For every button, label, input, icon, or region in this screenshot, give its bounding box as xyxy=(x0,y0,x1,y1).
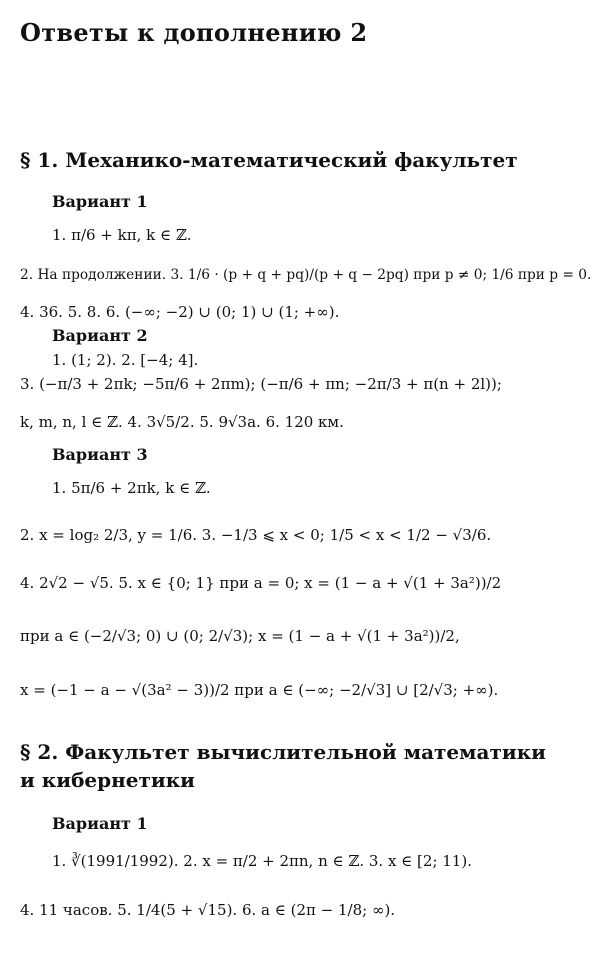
answer-line: 4. 2√2 − √5. 5. x ∈ {0; 1} при a = 0; x = (1 − a + √(1 + 3a²))/2 xyxy=(20,574,502,592)
answer-line: 4. 36. 5. 8. 6. (−∞; −2) ∪ (0; 1) ∪ (1; +∞). xyxy=(20,303,340,321)
variant-label: Вариант 1 xyxy=(52,814,148,833)
answer-line: 1. ∛(1991/1992). 2. x = π/2 + 2πn, n ∈ ℤ. 3. x ∈ [2; 11). xyxy=(52,852,472,870)
section-1-title: § 1. Механико-математический факультет xyxy=(20,148,518,172)
answer-line: 2. x = log₂ 2/3, y = 1/6. 3. −1/3 ⩽ x < 0; 1/5 < x < 1/2 − √3/6. xyxy=(20,526,492,544)
chapter-title: Ответы к дополнению 2 xyxy=(20,18,368,47)
answer-line: k, m, n, l ∈ ℤ. 4. 3√5/2. 5. 9√3a. 6. 120 км. xyxy=(20,413,344,431)
section-2-title-line2: и кибернетики xyxy=(20,768,195,792)
variant-label: Вариант 2 xyxy=(52,326,148,345)
answer-line: 1. 5π/6 + 2πk, k ∈ ℤ. xyxy=(52,479,211,497)
answer-line: 1. π/6 + kπ, k ∈ ℤ. xyxy=(52,226,192,244)
answer-line: 1. (1; 2). 2. [−4; 4]. xyxy=(52,351,199,369)
answer-line: 2. На продолжении. 3. 1/6 · (p + q + pq)/(p + q − 2pq) при p ≠ 0; 1/6 при p = 0. xyxy=(20,267,592,283)
answer-line: x = (−1 − a − √(3a² − 3))/2 при a ∈ (−∞; −2/√3] ∪ [2/√3; +∞). xyxy=(20,681,499,699)
variant-label: Вариант 3 xyxy=(52,445,148,464)
answer-line: 4. 11 часов. 5. 1/4(5 + √15). 6. a ∈ (2π − 1/8; ∞). xyxy=(20,901,396,919)
answer-line: при a ∈ (−2/√3; 0) ∪ (0; 2/√3); x = (1 − a + √(1 + 3a²))/2, xyxy=(20,627,460,645)
variant-label: Вариант 1 xyxy=(52,192,148,211)
section-2-title-line1: § 2. Факультет вычислительной математики xyxy=(20,740,546,764)
answer-line: 3. (−π/3 + 2πk; −5π/6 + 2πm); (−π/6 + πn; −2π/3 + π(n + 2l)); xyxy=(20,375,502,393)
